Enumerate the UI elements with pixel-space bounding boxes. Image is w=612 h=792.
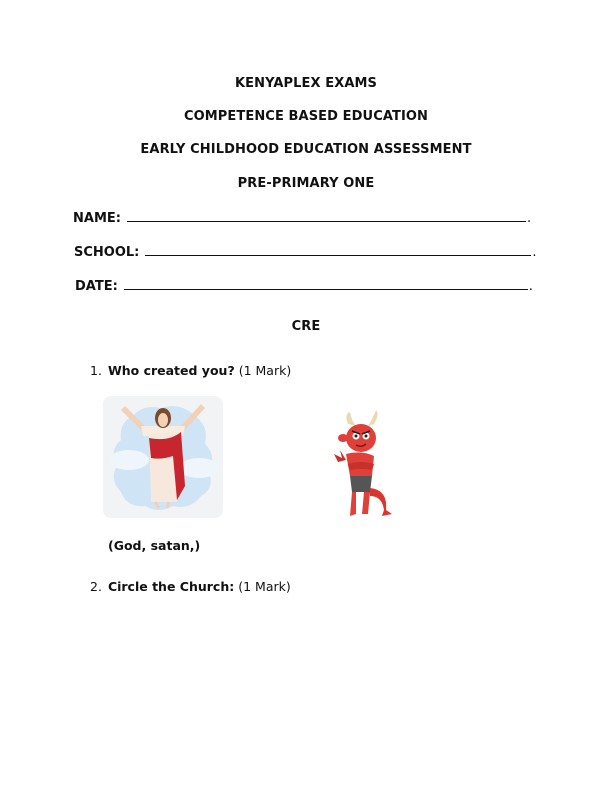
- question-1-text: Who created you?: [107, 363, 235, 378]
- name-input-line[interactable]: [127, 209, 526, 222]
- question-2: [90, 579, 291, 594]
- school-input-line[interactable]: [145, 243, 531, 256]
- date-input-line[interactable]: [124, 277, 528, 290]
- header-ecde: EARLY CHILDHOOD EDUCATION ASSESSMENT: [140, 142, 472, 157]
- question-2-marks: (1 Mark): [238, 579, 291, 594]
- name-field: [73, 209, 531, 226]
- question-1-options: (God, satan,): [108, 538, 201, 553]
- name-end-dot: .: [526, 211, 532, 226]
- date-end-dot: .: [528, 279, 533, 294]
- devil-image[interactable]: [330, 410, 395, 525]
- question-2-text: Circle the Church:: [107, 579, 235, 594]
- question-2-number: 2.: [90, 579, 102, 594]
- name-label: NAME:: [73, 211, 121, 226]
- subject-title: CRE: [291, 319, 321, 334]
- header-competence: COMPETENCE BASED EDUCATION: [183, 109, 429, 124]
- header-grade: PRE-PRIMARY ONE: [237, 176, 375, 191]
- school-end-dot: .: [532, 245, 537, 260]
- question-1-number: 1.: [90, 363, 102, 378]
- header-kenyaplex: KENYAPLEX EXAMS: [234, 76, 378, 91]
- date-field: [75, 277, 533, 294]
- question-1-marks: (1 Mark): [238, 363, 292, 378]
- jesus-image[interactable]: [103, 396, 223, 518]
- date-label: DATE:: [75, 279, 118, 294]
- school-field: [74, 243, 537, 260]
- question-1: [90, 363, 291, 378]
- school-label: SCHOOL:: [74, 245, 140, 260]
